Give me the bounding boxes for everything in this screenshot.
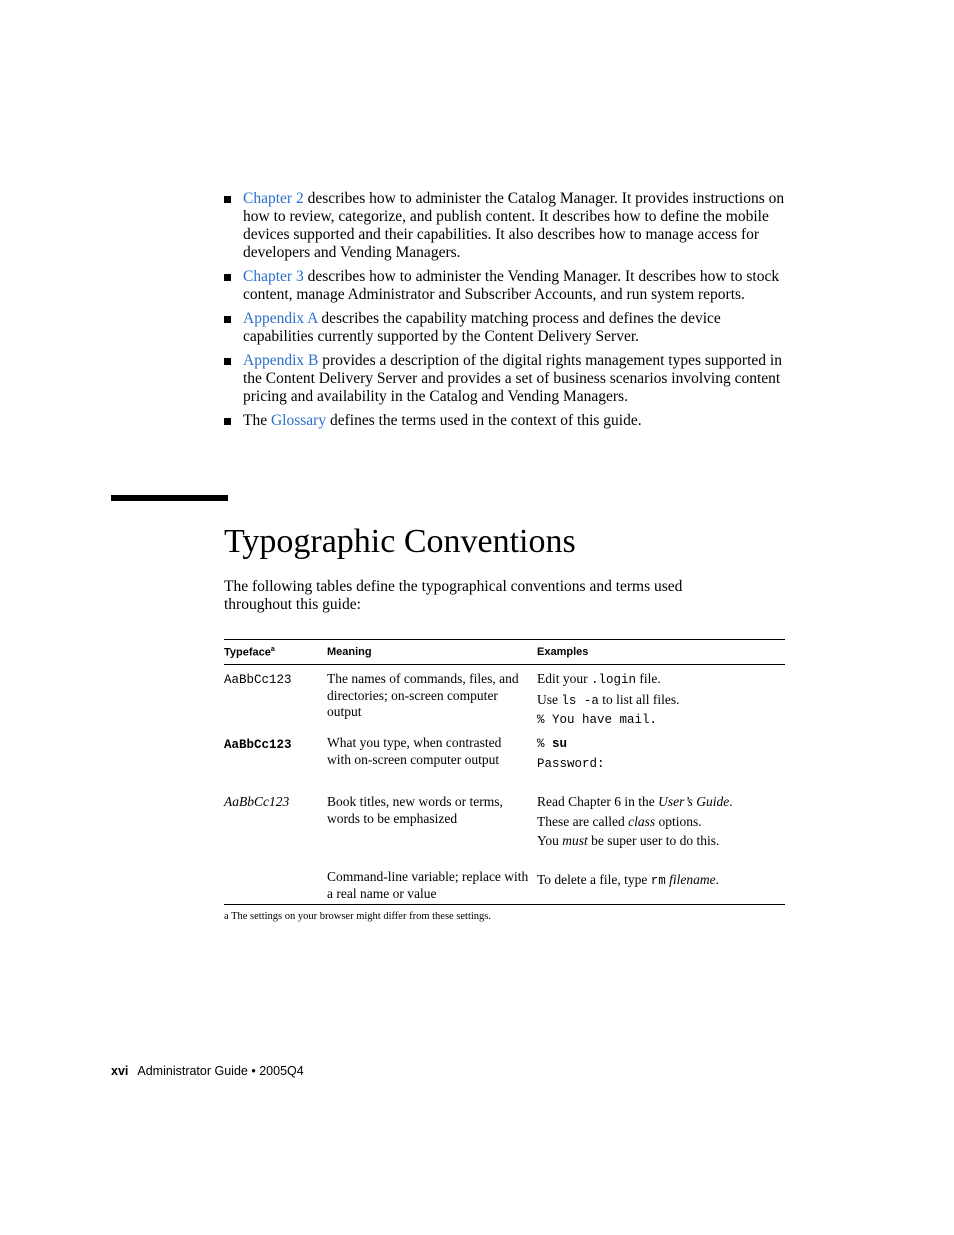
footer-title: Administrator Guide [137,1064,248,1078]
example-line [537,692,787,710]
meaning-cell: Book titles, new words or terms, words to be emphasized [327,794,503,826]
page-footer [111,1064,304,1078]
bullet-square-icon [224,418,231,425]
appendix-a-link[interactable]: Appendix A [243,310,318,327]
table-top-rule [224,639,785,640]
chapter-2-link[interactable]: Chapter 2 [243,190,304,207]
page-number: xvi [111,1064,129,1078]
example-text: . [715,872,720,887]
list-item [224,268,794,304]
bullet-square-icon [224,196,231,203]
example-text: be super user to do this. [587,833,720,848]
example-text: Read Chapter 6 in the [537,794,659,809]
example-text: options. [655,813,702,829]
example-text: Use [537,691,562,707]
footer-separator: • [251,1064,256,1078]
example-code: Password: [537,756,605,771]
example-line [537,872,787,890]
example-italic: filename [669,872,716,887]
example-prompt: % [537,737,553,751]
example-italic: User’s Guide [658,794,730,809]
examples-cell [537,735,787,775]
example-text: To delete a file, type [537,872,651,887]
typeface-sample-bold-mono: AaBbCc123 [224,738,292,752]
bullet-square-icon [224,358,231,365]
table-bottom-rule [224,904,785,905]
example-italic: must [562,833,588,848]
example-text: These are called [537,813,629,829]
example-line [537,814,787,831]
bullet-square-icon [224,274,231,281]
example-code: % You have mail. [537,713,658,727]
examples-cell [537,794,787,853]
example-line [537,671,787,689]
meaning-cell: The names of commands, files, and directories; on-screen computer output [327,671,519,719]
header-label: Typeface [224,646,271,659]
footer-version: 2005Q4 [259,1064,304,1078]
list-item [224,412,794,430]
typeface-sample-mono: AaBbCc123 [224,673,292,687]
list-item-text: defines the terms used in the context of this guide. [326,412,642,429]
example-text: file. [636,671,661,686]
example-text: Edit your [537,671,591,686]
section-title: Typographic Conventions [224,523,576,560]
example-command: su [552,737,568,751]
section-intro: The following tables define the typographical conventions and terms used throughout this guide: [224,578,683,613]
example-code: ls -a [561,693,599,708]
list-item-text: describes how to administer the Catalog Manager. It provides instructions on how to review, categorize, and publish content. It describes how to define the mobile devices supported and their capabilities. It also describes how to manage access for developers and Vending Managers. [243,190,785,261]
table-header-rule [224,664,785,665]
example-line [537,833,787,850]
meaning-cell: What you type, when contrasted with on-screen computer output [327,735,502,767]
example-text: to list all files. [598,691,680,707]
examples-cell [537,671,787,732]
footnote-marker: a [270,646,275,653]
examples-cell [537,872,787,893]
example-text: You [537,833,563,848]
example-text: . [729,794,733,809]
list-item-text: describes how to administer the Vending Manager. It describes how to stock content, manage Administrator and Subscriber Accounts, and run system reports. [243,268,780,303]
column-header-typeface [224,646,275,659]
meaning-cell: Command-line variable; replace with a real name or value [327,869,529,901]
example-code: .login [591,673,637,687]
list-item-text: describes the capability matching process and defines the device capabilities currently supported by the Content Delivery Server. [243,310,721,345]
bullet-square-icon [224,316,231,323]
table-footnote: a The settings on your browser might differ from these settings. [224,911,492,922]
typeface-sample-italic: AaBbCc123 [224,794,290,809]
section-rule [111,495,228,501]
list-item-prefix: The [243,412,271,429]
example-line [537,794,787,811]
list-item [224,352,794,406]
appendix-b-link[interactable]: Appendix B [243,352,319,369]
example-code: rm [650,874,666,888]
list-item-text: provides a description of the digital rights management types supported in the Content Delivery Server and provides a set of business scenarios involving content pricing and availability in the Catalog and Vending Managers. [243,352,782,405]
chapter-3-link[interactable]: Chapter 3 [243,268,304,285]
glossary-link[interactable]: Glossary [270,412,327,429]
example-line [537,735,787,753]
list-item [224,190,794,262]
column-header-examples: Examples [537,646,589,658]
example-italic: class [628,813,656,829]
list-item [224,310,794,346]
column-header-meaning: Meaning [327,646,372,658]
chapter-list [224,190,794,436]
